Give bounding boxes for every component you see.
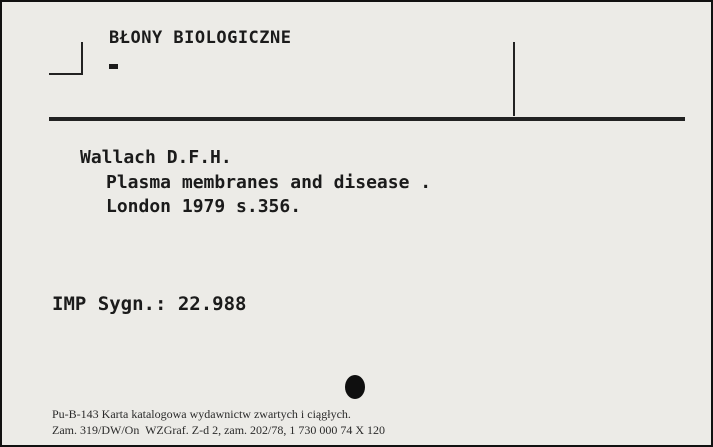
heading-bracket-vertical [81,42,83,74]
title-line: Plasma membranes and disease . [106,172,432,193]
subject-heading: BŁONY BIOLOGICZNE [109,28,292,48]
heading-box-right-line [513,42,515,116]
author-line: Wallach D.F.H. [80,147,232,168]
subject-subdivision-dash [109,64,118,69]
imprint-line: London 1979 s.356. [106,196,302,217]
footer-line-1: Pu-B-143 Karta katalogowa wydawnictw zwartych i ciągłych. [52,407,351,421]
heading-rule [49,117,685,121]
card-punch-hole [345,375,365,399]
footer-line-2: Zam. 319/DW/On WZGraf. Z-d 2, zam. 202/78, 1 730 000 74 X 120 [52,423,386,437]
heading-bracket-horizontal [49,73,83,75]
call-number-line: IMP Sygn.: 22.988 [52,293,247,315]
